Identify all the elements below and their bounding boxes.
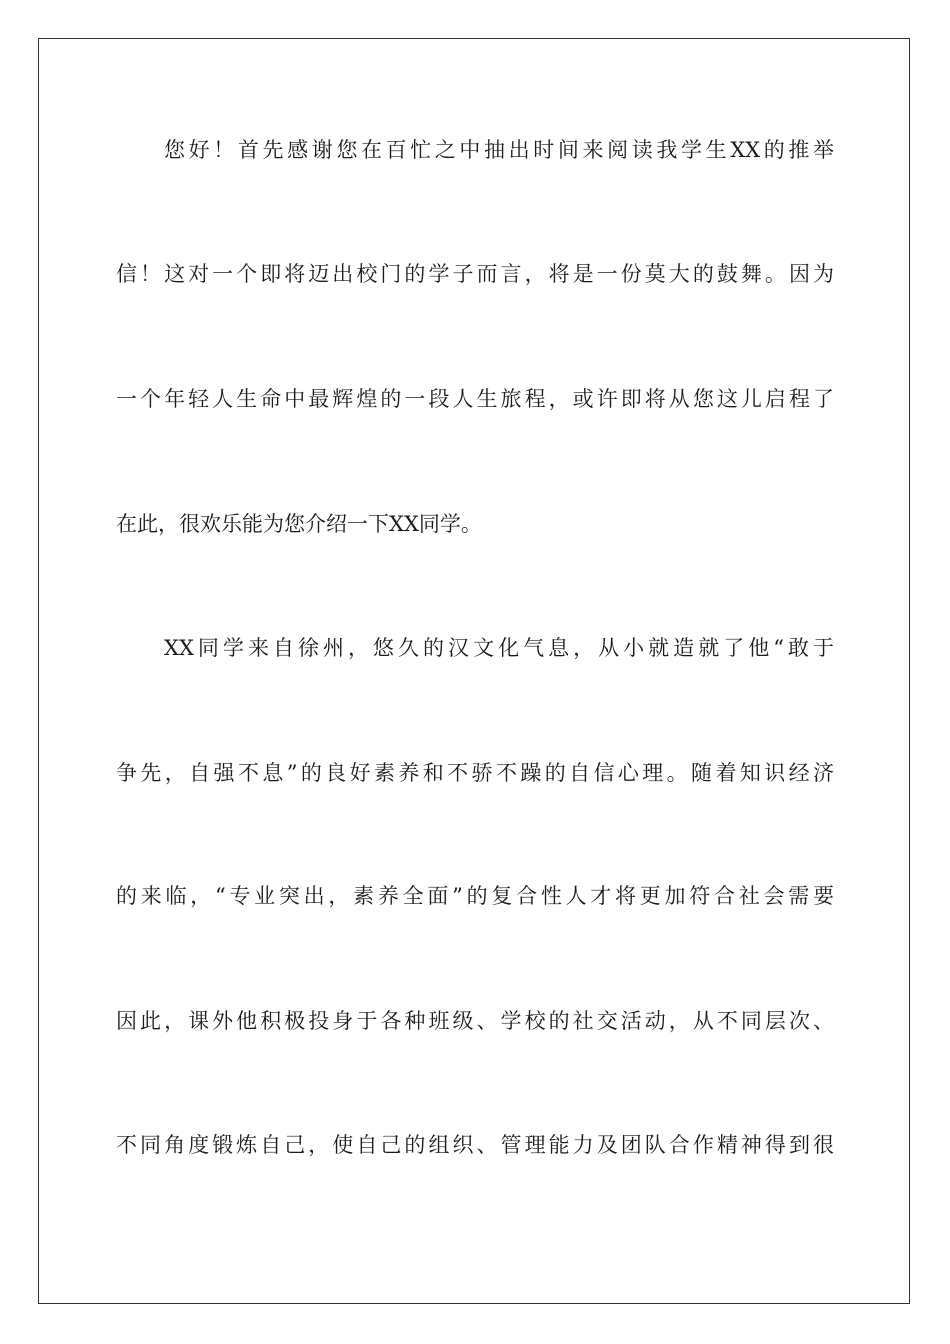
- paragraph-2-line-1: XX同学来自徐州，悠久的汉文化气息，从小就造就了他“敢于: [164, 636, 834, 660]
- paragraph-1-line-2: 信！这对一个即将迈出校门的学子而言，将是一份莫大的鼓舞。因为: [116, 262, 834, 286]
- paragraph-1-line-1: 您好！首先感谢您在百忙之中抽出时间来阅读我学生XX的推举: [164, 138, 834, 162]
- paragraph-1-line-3: 一个年轻人生命中最辉煌的一段人生旅程，或许即将从您这儿启程了: [116, 387, 834, 411]
- paragraph-2-line-3: 的来临，“专业突出，素养全面”的复合性人才将更加符合社会需要: [116, 884, 834, 908]
- paragraph-2-line-2: 争先，自强不息”的良好素养和不骄不躁的自信心理。随着知识经济: [116, 761, 834, 785]
- paragraph-1-line-4: 在此，很欢乐能为您介绍一下XX同学。: [116, 512, 482, 536]
- paragraph-2-line-5: 不同角度锻炼自己，使自己的组织、管理能力及团队合作精神得到很: [116, 1133, 834, 1157]
- paragraph-2-line-4: 因此，课外他积极投身于各种班级、学校的社交活动，从不同层次、: [116, 1009, 834, 1033]
- page-frame: [38, 38, 910, 1304]
